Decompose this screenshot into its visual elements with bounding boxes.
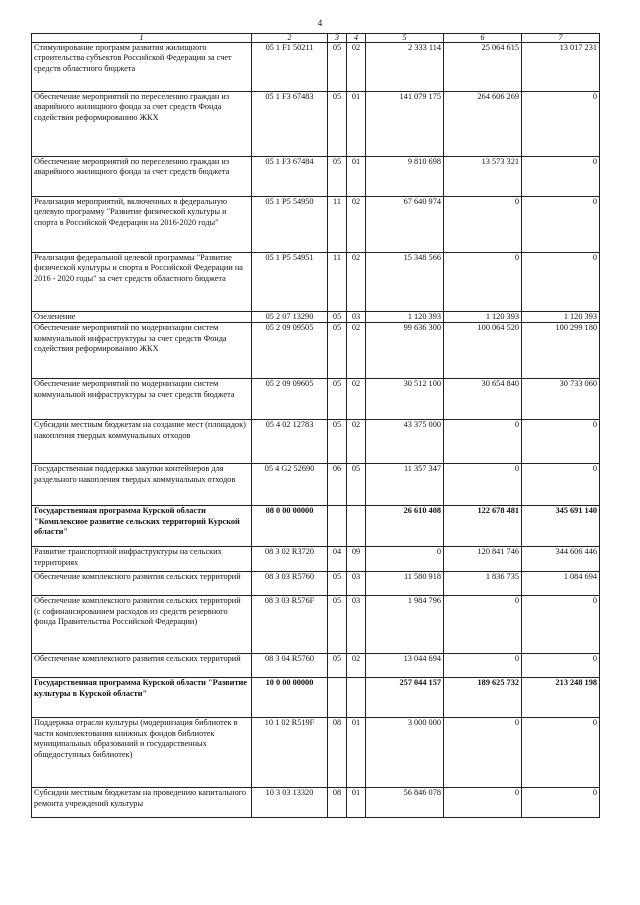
row-amount-col6: 120 841 746 <box>444 547 522 572</box>
row-section: 05 <box>328 312 347 323</box>
row-section: 05 <box>328 572 347 596</box>
table-row <box>32 420 600 464</box>
row-name: Государственная поддержка закупки контейнеров для раздельного накопления твердых коммунальных отходов <box>32 464 252 506</box>
row-amount-col7: 0 <box>522 157 600 197</box>
row-amount-col5: 0 <box>366 547 444 572</box>
row-name: Поддержка отрасли культуры (модернизация библиотек в части комплектования книжных фондов библиотек муниципальных образований и государственных общедоступных библиотек) <box>32 718 252 788</box>
row-name: Стимулирование программ развития жилищного строительства субъектов Российской Федерации за счет средств областного бюджета <box>32 43 252 92</box>
row-amount-col7: 344 606 446 <box>522 547 600 572</box>
row-amount-col7: 0 <box>522 253 600 312</box>
row-amount-col5: 9 810 698 <box>366 157 444 197</box>
row-subsection: 03 <box>347 572 366 596</box>
budget-table <box>31 33 600 818</box>
row-amount-col7: 1 084 694 <box>522 572 600 596</box>
row-section: 04 <box>328 547 347 572</box>
row-amount-col5: 67 640 974 <box>366 197 444 253</box>
row-amount-col5: 99 636 300 <box>366 323 444 379</box>
header-row <box>32 34 600 43</box>
row-amount-col6: 0 <box>444 718 522 788</box>
table-row <box>32 596 600 654</box>
row-amount-col6: 0 <box>444 253 522 312</box>
row-amount-col7: 13 017 231 <box>522 43 600 92</box>
row-code: 05 2 07 13290 <box>252 312 328 323</box>
row-amount-col6: 0 <box>444 654 522 678</box>
row-subsection: 02 <box>347 654 366 678</box>
row-name: Реализация мероприятий, включенных в федеральную целевую программу "Развитие физической культуры и спорта в Российской Федерации на 2016-2020 годы" <box>32 197 252 253</box>
row-subsection <box>347 678 366 718</box>
table-row <box>32 678 600 718</box>
row-section <box>328 506 347 547</box>
row-subsection: 02 <box>347 379 366 420</box>
table-row <box>32 464 600 506</box>
row-amount-col7: 0 <box>522 92 600 157</box>
row-section: 06 <box>328 464 347 506</box>
row-subsection: 05 <box>347 464 366 506</box>
row-subsection: 02 <box>347 420 366 464</box>
row-amount-col5: 26 610 408 <box>366 506 444 547</box>
column-header: 3 <box>328 34 347 43</box>
row-section: 05 <box>328 379 347 420</box>
row-subsection: 03 <box>347 596 366 654</box>
row-name: Обеспечение мероприятий по модернизации систем коммунальной инфраструктуры за счет средств Фонда содействия реформированию ЖКХ <box>32 323 252 379</box>
row-amount-col5: 257 044 157 <box>366 678 444 718</box>
row-subsection: 01 <box>347 788 366 818</box>
row-code: 05 2 09 09605 <box>252 379 328 420</box>
row-subsection: 02 <box>347 43 366 92</box>
row-amount-col7: 30 733 060 <box>522 379 600 420</box>
row-amount-col6: 264 606 269 <box>444 92 522 157</box>
row-amount-col6: 0 <box>444 197 522 253</box>
table-row <box>32 197 600 253</box>
row-name: Обеспечение комплексного развития сельских территорий (с софинансированием расходов из средств резервного фонда Правительства Российской Федерации) <box>32 596 252 654</box>
row-code: 10 0 00 00000 <box>252 678 328 718</box>
row-name: Государственная программа Курской области "Комплексное развитие сельских территорий Курской области" <box>32 506 252 547</box>
row-amount-col5: 1 120 393 <box>366 312 444 323</box>
table-row <box>32 312 600 323</box>
row-amount-col5: 43 375 000 <box>366 420 444 464</box>
page-number: 4 <box>317 18 323 28</box>
row-amount-col5: 11 580 918 <box>366 572 444 596</box>
row-subsection: 02 <box>347 323 366 379</box>
row-amount-col6: 1 836 735 <box>444 572 522 596</box>
row-code: 05 1 F3 67483 <box>252 92 328 157</box>
table-row <box>32 92 600 157</box>
table-row <box>32 157 600 197</box>
row-amount-col7: 1 120 393 <box>522 312 600 323</box>
row-code: 10 1 02 R519F <box>252 718 328 788</box>
row-section: 05 <box>328 323 347 379</box>
row-amount-col5: 141 079 175 <box>366 92 444 157</box>
row-amount-col7: 0 <box>522 654 600 678</box>
row-section: 05 <box>328 43 347 92</box>
row-name: Развитие транспортной инфраструктуры на сельских территориях <box>32 547 252 572</box>
row-amount-col6: 122 678 481 <box>444 506 522 547</box>
row-amount-col7: 0 <box>522 788 600 818</box>
row-code: 05 1 F3 67484 <box>252 157 328 197</box>
column-header: 2 <box>252 34 328 43</box>
row-section: 08 <box>328 718 347 788</box>
column-header: 7 <box>522 34 600 43</box>
row-code: 08 0 00 00000 <box>252 506 328 547</box>
row-amount-col6: 0 <box>444 420 522 464</box>
row-amount-col7: 0 <box>522 718 600 788</box>
table-row <box>32 572 600 596</box>
table-row <box>32 718 600 788</box>
row-amount-col6: 1 120 393 <box>444 312 522 323</box>
row-amount-col5: 13 044 694 <box>366 654 444 678</box>
row-amount-col6: 30 654 840 <box>444 379 522 420</box>
column-header: 4 <box>347 34 366 43</box>
row-amount-col6: 13 573 321 <box>444 157 522 197</box>
row-subsection: 03 <box>347 312 366 323</box>
table-row <box>32 43 600 92</box>
row-section: 05 <box>328 654 347 678</box>
row-amount-col7: 0 <box>522 420 600 464</box>
row-code: 08 3 03 R576F <box>252 596 328 654</box>
row-name: Обеспечение комплексного развития сельских территорий <box>32 654 252 678</box>
row-amount-col6: 0 <box>444 596 522 654</box>
row-amount-col7: 0 <box>522 596 600 654</box>
row-name: Субсидии местным бюджетам на создание мест (площадок) накопления твердых коммунальных отходов <box>32 420 252 464</box>
row-amount-col5: 1 984 796 <box>366 596 444 654</box>
row-code: 05 1 P5 54951 <box>252 253 328 312</box>
row-subsection: 02 <box>347 197 366 253</box>
row-amount-col5: 2 333 114 <box>366 43 444 92</box>
row-subsection: 01 <box>347 718 366 788</box>
row-subsection: 01 <box>347 157 366 197</box>
table-row <box>32 788 600 818</box>
row-section <box>328 678 347 718</box>
row-section: 05 <box>328 157 347 197</box>
row-name: Озеленение <box>32 312 252 323</box>
row-amount-col6: 189 625 732 <box>444 678 522 718</box>
column-header: 5 <box>366 34 444 43</box>
row-amount-col6: 100 064 520 <box>444 323 522 379</box>
row-code: 05 4 G2 52690 <box>252 464 328 506</box>
row-amount-col5: 11 357 347 <box>366 464 444 506</box>
row-code: 05 4 02 12783 <box>252 420 328 464</box>
row-name: Обеспечение мероприятий по переселению граждан из аварийного жилищного фонда за счет средств Фонда содействия реформированию ЖКХ <box>32 92 252 157</box>
row-section: 11 <box>328 253 347 312</box>
row-name: Субсидии местным бюджетам на проведению капитального ремонта учреждений культуры <box>32 788 252 818</box>
row-amount-col5: 56 846 078 <box>366 788 444 818</box>
row-section: 08 <box>328 788 347 818</box>
row-amount-col5: 30 512 100 <box>366 379 444 420</box>
table-row <box>32 654 600 678</box>
row-section: 05 <box>328 92 347 157</box>
column-header: 1 <box>32 34 252 43</box>
row-subsection <box>347 506 366 547</box>
row-name: Обеспечение мероприятий по модернизации систем коммунальной инфраструктуры за счет средств бюджета <box>32 379 252 420</box>
row-section: 05 <box>328 420 347 464</box>
row-name: Реализация федеральной целевой программы "Развитие физической культуры и спорта в Российской Федерации на 2016 - 2020 годы" за счет средств областного бюджета <box>32 253 252 312</box>
row-amount-col5: 3 000 000 <box>366 718 444 788</box>
row-code: 08 3 03 R5760 <box>252 572 328 596</box>
row-code: 10 3 03 13320 <box>252 788 328 818</box>
table-row <box>32 379 600 420</box>
row-amount-col7: 0 <box>522 197 600 253</box>
row-section: 11 <box>328 197 347 253</box>
row-name: Обеспечение мероприятий по переселению граждан из аварийного жилищного фонда за счет средств бюджета <box>32 157 252 197</box>
row-amount-col6: 25 064 615 <box>444 43 522 92</box>
table-row <box>32 323 600 379</box>
row-amount-col6: 0 <box>444 788 522 818</box>
row-code: 08 3 04 R5760 <box>252 654 328 678</box>
table-row <box>32 547 600 572</box>
row-subsection: 01 <box>347 92 366 157</box>
row-subsection: 09 <box>347 547 366 572</box>
row-code: 05 2 09 09505 <box>252 323 328 379</box>
row-amount-col7: 345 691 140 <box>522 506 600 547</box>
row-section: 05 <box>328 596 347 654</box>
table-row <box>32 253 600 312</box>
column-header: 6 <box>444 34 522 43</box>
row-amount-col6: 0 <box>444 464 522 506</box>
table-row <box>32 506 600 547</box>
row-code: 08 3 02 R3720 <box>252 547 328 572</box>
row-amount-col7: 100 299 180 <box>522 323 600 379</box>
row-name: Государственная программа Курской области "Развитие культуры в Курской области" <box>32 678 252 718</box>
row-subsection: 02 <box>347 253 366 312</box>
row-name: Обеспечение комплексного развития сельских территорий <box>32 572 252 596</box>
row-code: 05 1 F1 50211 <box>252 43 328 92</box>
row-code: 05 1 P5 54950 <box>252 197 328 253</box>
row-amount-col7: 0 <box>522 464 600 506</box>
row-amount-col7: 213 248 198 <box>522 678 600 718</box>
row-amount-col5: 15 348 566 <box>366 253 444 312</box>
